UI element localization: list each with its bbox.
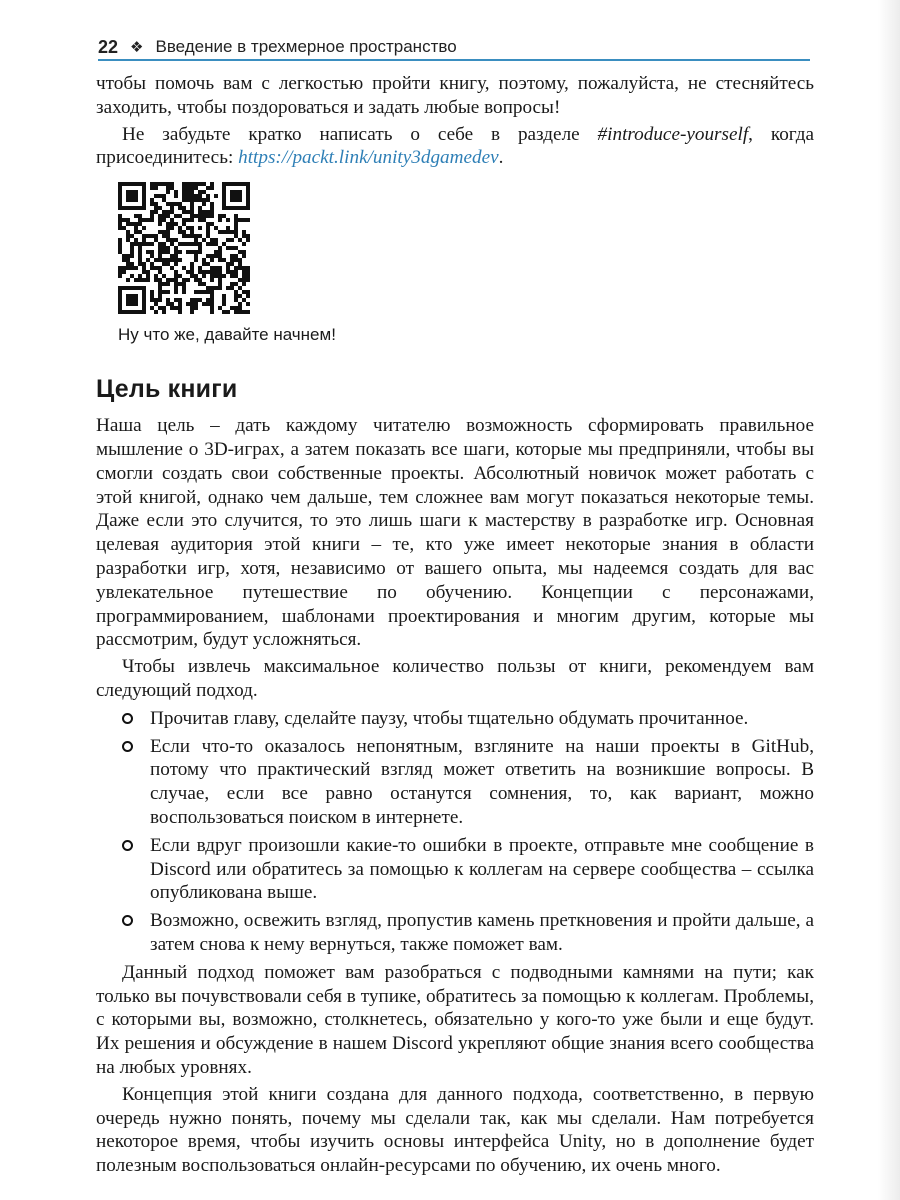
running-header [98, 34, 810, 60]
section-paragraph-3: Данный подход поможет вам разобраться с подводными камнями на пути; как только вы почувствовали себя в тупике, обратитесь за помощью к коллегам. Проблемы, с которыми вы, возможно, столкнетесь, обязательно у кого-то уже были и еще будут. Их решения и обсуждение в нашем Discord укрепляют общие знания всего сообщества на любых уровнях. [96, 961, 814, 1078]
discord-link[interactable]: https://packt.link/unity3dgamedev [238, 147, 499, 169]
bullet-list [96, 707, 814, 957]
qr-caption: Ну что же, давайте начнем! [118, 325, 336, 345]
qr-code [118, 182, 250, 314]
chapter-title: Введение в трехмерное пространство [155, 37, 457, 56]
circle-bullet-icon [122, 741, 133, 752]
header-rule [98, 59, 810, 61]
intro-paragraph-1: чтобы помочь вам с легкостью пройти книгу, поэтому, пожалуйста, не стесняйтесь заходить, чтобы поздороваться и задать любые вопросы! [96, 73, 814, 118]
page-gutter-shadow [878, 0, 900, 1200]
page-number: 22 [98, 36, 119, 57]
page-body [96, 72, 814, 1178]
qr-code-icon [118, 182, 250, 314]
circle-bullet-icon [122, 713, 133, 724]
list-item: Если что-то оказалось непонятным, взгляните на наши проекты в GitHub, потому что практический взгляд может ответить на возникшие вопросы. В случае, если все равно останутся сомнения, то, как вариант, можно воспользоваться поиском в интернете. [96, 735, 814, 830]
intro-paragraph-2: Не забудьте кратко написать о себе в разделе #introduce-yourself, когда присоединитесь: https://packt.link/unity3dgamedev. [96, 123, 814, 169]
section-paragraph-1: Наша цель – дать каждому читателю возможность сформировать правильное мышление о 3D-играх, а затем показать все шаги, которые мы предприняли, чтобы вы смогли создать свои собственные проекты. Абсолютный новичок может работать с этой книгой, однако чем дальше, тем сложнее вам могут показаться некоторые темы. Даже если это случится, то это лишь шаги к мастерству в разработке игр. Основная целевая аудитория этой книги – те, кто уже имеет некоторые знания в области разработки игр, хотя, независимо от вашего опыта, мы надеемся создать для вас увлекательное путешествие по обучению. Концепции с персонажами, программированием, шаблонами проектирования и многим другим, которые мы рассмотрим, будут усложняться. [96, 415, 814, 651]
section-paragraph-4: Концепция этой книги создана для данного подхода, соответственно, в первую очередь нужно понять, почему мы сделали так, как мы сделали. Нам потребуется некоторое время, чтобы изучить основы интерфейса Unity, но в дополнение будет полезным воспользоваться онлайн-ресурсами по обучению, их очень много. [96, 1083, 814, 1177]
circle-bullet-icon [122, 915, 133, 926]
list-item: Возможно, освежить взгляд, пропустив камень преткновения и пройти дальше, а затем снова к нему вернуться, также поможет вам. [96, 909, 814, 957]
list-item: Если вдруг произошли какие-то ошибки в проекте, отправьте мне сообщение в Discord или обратитесь за помощью к коллегам на сервере сообщества – ссылка опубликована выше. [96, 834, 814, 905]
circle-bullet-icon [122, 840, 133, 851]
section-heading: Цель книги [96, 375, 238, 404]
header-separator-icon: ❖ [130, 39, 144, 56]
list-item: Прочитав главу, сделайте паузу, чтобы тщательно обдумать прочитанное. [96, 707, 814, 731]
channel-name: #introduce-yourself [597, 123, 749, 145]
section-paragraph-2: Чтобы извлечь максимальное количество пользы от книги, рекомендуем вам следующий подход. [96, 656, 814, 701]
